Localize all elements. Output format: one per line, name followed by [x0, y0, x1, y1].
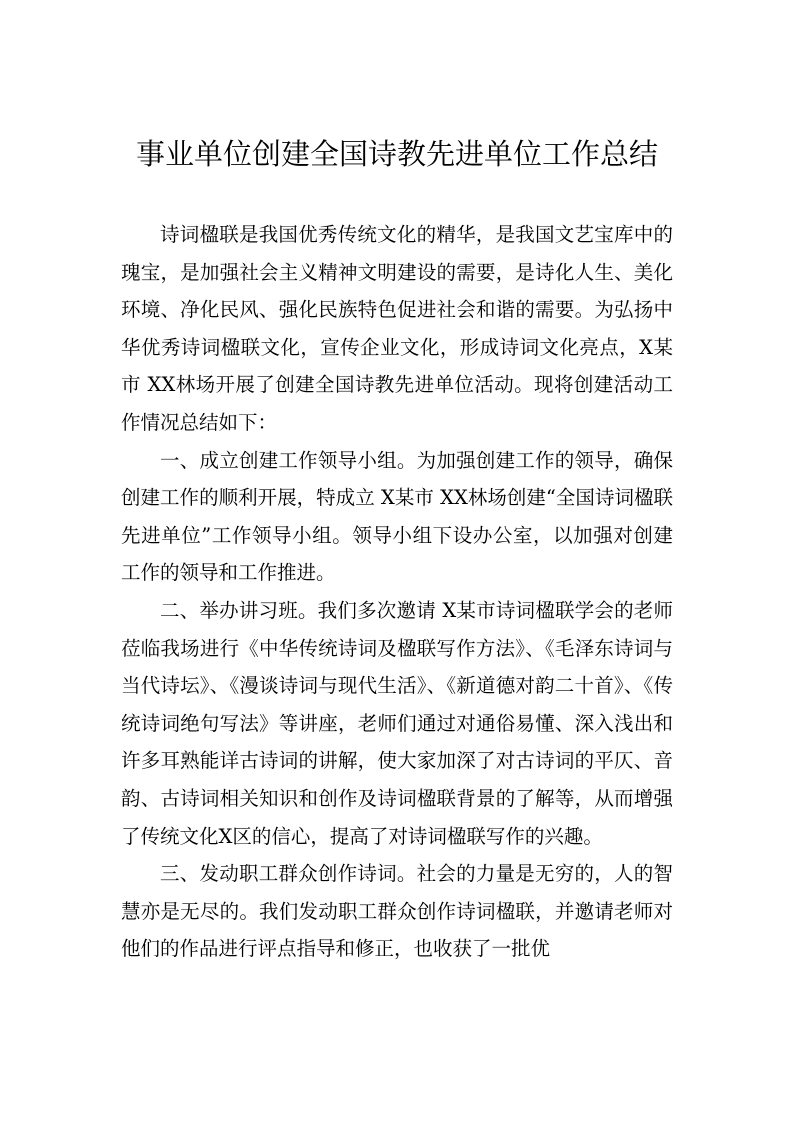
- document-title: 事业单位创建全国诗教先进单位工作总结: [135, 137, 658, 171]
- document-body: [121, 216, 673, 968]
- paragraph-section-3: 三、发动职工群众创作诗词。社会的力量是无穷的，人的智慧亦是无尽的。我们发动职工群众创作诗词楹联，并邀请老师对他们的作品进行评点指导和修正，也收获了一批优: [121, 862, 673, 961]
- paragraph-section-1: 一、成立创建工作领导小组。为加强创建工作的领导，确保创建工作的顺利开展，特成立 X某市 XX林场创建“全国诗词楹联先进单位”工作领导小组。领导小组下设办公室，以加强对创建工作的领导和工作推进。: [121, 448, 673, 585]
- paragraph-intro: 诗词楹联是我国优秀传统文化的精华，是我国文艺宝库中的瑰宝，是加强社会主义精神文明建设的需要，是诗化人生、美化环境、净化民风、强化民族特色促进社会和谐的需要。为弘扬中华优秀诗词楹联文化，宣传企业文化，形成诗词文化亮点，X某市 XX林场开展了创建全国诗教先进单位活动。现将创建活动工作情况总结如下：: [121, 223, 673, 434]
- paragraph-section-2: 二、举办讲习班。我们多次邀请 X某市诗词楹联学会的老师莅临我场进行《中华传统诗词及楹联写作方法》、《毛泽东诗词与当代诗坛》、《漫谈诗词与现代生活》、《新道德对韵二十首》、《传统诗词绝句写法》等讲座，老师们通过对通俗易懂、深入浅出和许多耳熟能详古诗词的讲解，使大家加深了对古诗词的平仄、音韵、古诗词相关知识和创作及诗词楹联背景的了解等，从而增强了传统文化X区的信心，提高了对诗词楹联写作的兴趣。: [121, 598, 673, 848]
